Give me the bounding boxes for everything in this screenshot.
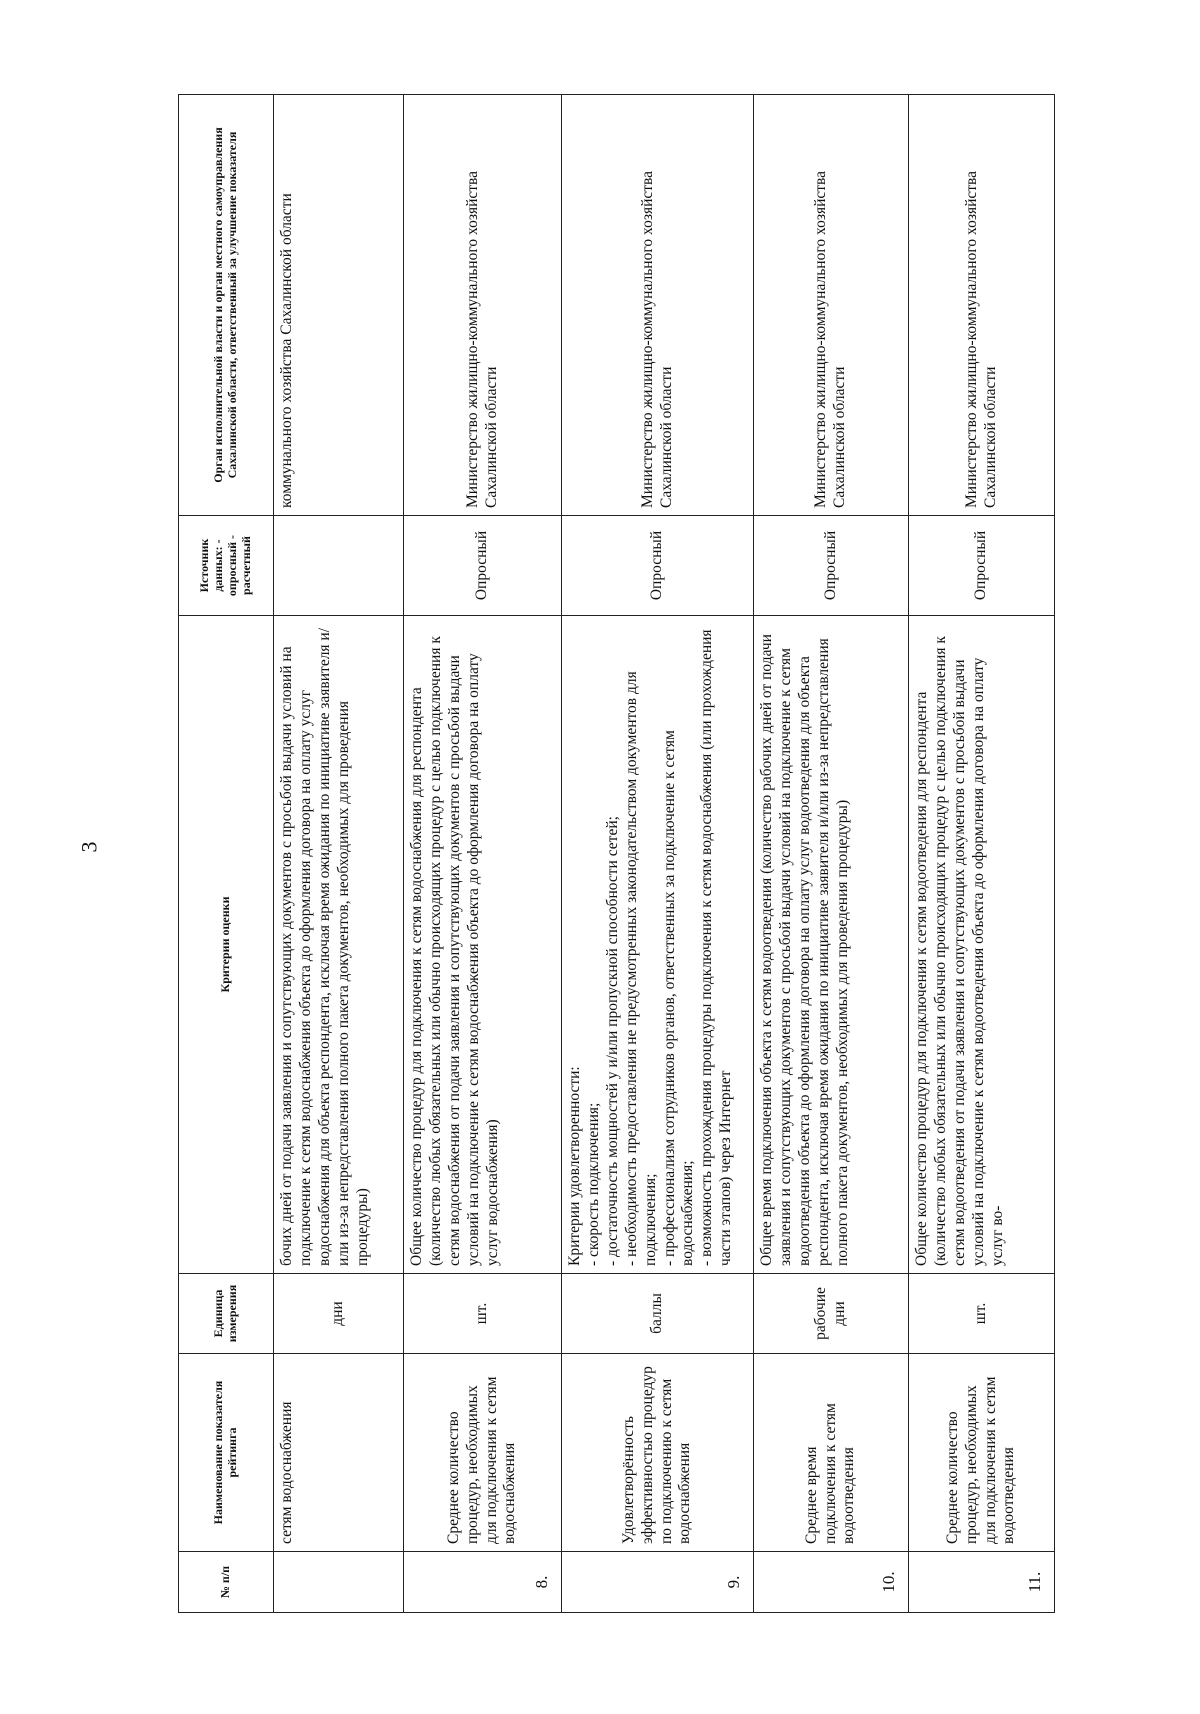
criteria-text: - скорость подключения;	[584, 1102, 602, 1266]
data-source: Опросный	[909, 516, 1055, 616]
criteria-text: - профессионализм сотрудников органов, ответственных за подключение к сетям водоснабжения;	[660, 730, 697, 1266]
unit-of-measure: рабочие дни	[754, 1274, 909, 1354]
unit-of-measure: шт.	[909, 1274, 1055, 1354]
data-source: Опросный	[404, 516, 562, 616]
evaluation-criteria	[909, 616, 1055, 1274]
header-criteria: Критерии оценки	[179, 616, 274, 1274]
criteria-text: бочих дней от подачи заявления и сопутствующих документов с просьбой выдачи условий на подключение к сетям водоснабжения объекта до оформления договора на оплату услуг водоснабжения для объекта респондента, исключая время ожидания по инициативе заявителя и/или из-за непредставления полного пакета документов, необходимых для проведения процедуры)	[278, 627, 371, 1266]
responsible-body: Министерство жилищно-коммунального хозяйства Сахалинской области	[754, 95, 909, 516]
indicator-name: сетям водоснабжения	[274, 1354, 404, 1552]
indicator-name: Среднее количество процедур, необходимых для подключения к сетям водоснабжения	[404, 1354, 562, 1552]
evaluation-criteria	[274, 616, 404, 1274]
criteria-text: - достаточность мощностей у и/или пропускной способности сетей;	[603, 816, 621, 1266]
rating-indicators-table	[178, 94, 1055, 1613]
criteria-text: Общее количество процедур для подключения к сетям водоснабжения для респондента (количество любых обязательных или обычно происходящих процедур с целью подключения к сетям водоснабжения от подачи заявления и сопутствующих документов с просьбой выдачи условий на подключение к сетям водоснабжения объекта до оформления договора на оплату услуг водоснабжения)	[408, 636, 501, 1266]
responsible-body: Министерство жилищно-коммунального хозяйства Сахалинской области	[404, 95, 562, 516]
header-num: № п/п	[179, 1552, 274, 1613]
table-row	[754, 95, 909, 1613]
row-number: 10.	[754, 1552, 909, 1613]
table-row	[562, 95, 754, 1613]
table-row	[274, 95, 404, 1613]
responsible-body: коммунального хозяйства Сахалинской области	[274, 95, 404, 516]
row-number	[274, 1552, 404, 1613]
unit-of-measure: шт.	[404, 1274, 562, 1354]
criteria-text: - необходимость предоставления не предусмотренных законодательством документов для подключения;	[622, 671, 659, 1266]
data-source	[274, 516, 404, 616]
data-source: Опросный	[754, 516, 909, 616]
page-number: 3	[76, 841, 102, 853]
row-number: 11.	[909, 1552, 1055, 1613]
responsible-body: Министерство жилищно-коммунального хозяйства Сахалинской области	[562, 95, 754, 516]
unit-of-measure: дни	[274, 1274, 404, 1354]
rotated-table-container	[178, 95, 1054, 1613]
evaluation-criteria	[562, 616, 754, 1274]
row-number: 9.	[562, 1552, 754, 1613]
criteria-text: Общее время подключения объекта к сетям водоотведения (количество рабочих дней от подачи заявления и сопутствующих документов с просьбой выдачи условий на подключение к сетям водоотведения объекта до оформления договора на оплату услуг водоотведения для объекта респондента, исключая время ожидания по инициативе заявителя и/или из-за непредставления полного пакета документов, необходимых для проведения процедуры)	[758, 634, 851, 1266]
row-number: 8.	[404, 1552, 562, 1613]
responsible-body: Министерство жилищно-коммунального хозяйства Сахалинской области	[909, 95, 1055, 516]
criteria-text: Критерии удовлетворенности:	[566, 1066, 583, 1266]
indicator-name: Среднее количество процедур, необходимых для подключения к сетям водоотведения	[909, 1354, 1055, 1552]
header-unit: Единица измерения	[179, 1274, 274, 1354]
data-source: Опросный	[562, 516, 754, 616]
table-header-row	[179, 95, 274, 1613]
header-org: Орган исполнительной власти и орган местного самоуправления Сахалинской области, ответственный за улучшение показателя	[179, 95, 274, 516]
evaluation-criteria	[754, 616, 909, 1274]
header-source: Источник данных: - опросный - расчетный	[179, 516, 274, 616]
indicator-name: Среднее время подключения к сетям водоотведения	[754, 1354, 909, 1552]
table-row	[909, 95, 1055, 1613]
table-row	[404, 95, 562, 1613]
header-name: Наименование показателя рейтинга	[179, 1354, 274, 1552]
unit-of-measure: баллы	[562, 1274, 754, 1354]
criteria-text: - возможность прохождения процедуры подключения к сетям водоснабжения (или прохождения части этапов) через Интернет	[698, 629, 735, 1266]
indicator-name: Удовлетворённость эффективностью процедур по подключению к сетям водоснабжения	[562, 1354, 754, 1552]
criteria-text: Общее количество процедур для подключения к сетям водоотведения для респондента (количество любых обязательных или обычно происходящих процедур с целью подключения к сетям водоотведения от подачи заявления и сопутствующих документов с просьбой выдачи условий на подключение к сетям водоотведения объекта до оформления договора на оплату услуг во-	[913, 636, 1006, 1266]
evaluation-criteria	[404, 616, 562, 1274]
